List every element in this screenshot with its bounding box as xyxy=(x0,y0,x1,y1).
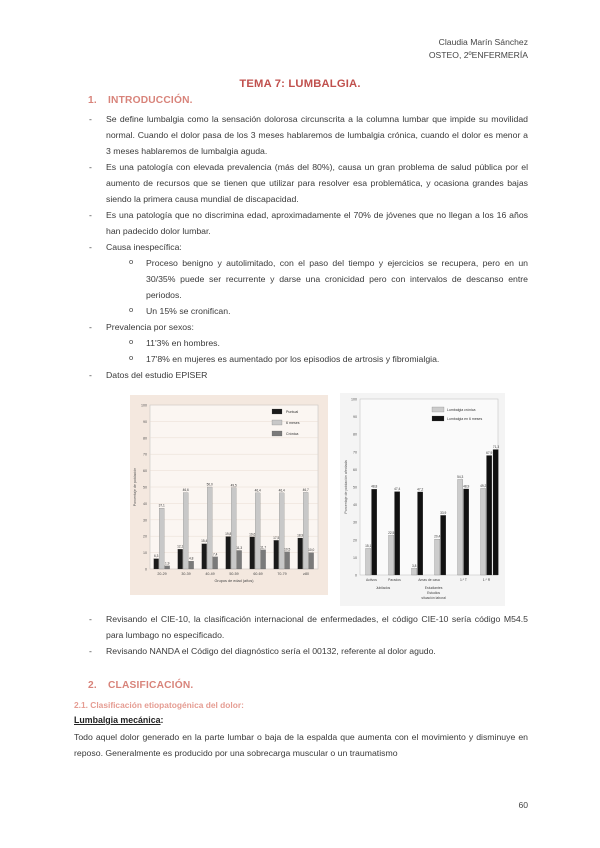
y-tick-label: 100 xyxy=(141,403,147,408)
coding-bullets xyxy=(84,611,528,659)
x-axis-label-2: situación laboral xyxy=(421,596,446,600)
data-label: 17,5 xyxy=(273,535,280,540)
data-label: 18,9 xyxy=(297,533,304,538)
data-label: 11,3 xyxy=(236,545,243,550)
data-label: 22,5 xyxy=(388,530,395,535)
legend-label: Puntual xyxy=(286,410,299,414)
subsubsection-title: Lumbalgia mecánica xyxy=(74,715,161,725)
y-tick-label: 20 xyxy=(353,538,357,543)
y-tick-label: 40 xyxy=(353,503,357,508)
bar xyxy=(159,508,164,569)
x-tick-label: 40-49 xyxy=(205,572,215,576)
y-tick-label: 30 xyxy=(143,518,147,523)
bar xyxy=(481,488,486,575)
bar xyxy=(412,568,417,575)
data-label: 4,8 xyxy=(188,556,194,561)
sub-list-item: o Un 15% se cronifican. xyxy=(84,303,528,319)
x-tick-label: ≥80 xyxy=(303,572,309,576)
x-tick-label: 1.º T xyxy=(459,578,468,582)
data-label: 3,8 xyxy=(411,563,417,568)
legend-swatch xyxy=(432,407,444,412)
x-tick-label: 60-69 xyxy=(253,572,263,576)
plot-area xyxy=(360,399,498,575)
bar xyxy=(458,479,463,575)
subsubsection-heading xyxy=(74,715,163,725)
data-label: 10,5 xyxy=(284,547,291,552)
bar xyxy=(309,553,314,569)
bar xyxy=(237,550,242,569)
bar xyxy=(183,493,188,569)
bar xyxy=(178,549,183,569)
data-label: 50,0 xyxy=(206,482,213,487)
y-tick-label: 10 xyxy=(353,555,357,560)
bar xyxy=(213,557,218,569)
chart-svg-labor xyxy=(340,393,505,606)
bar xyxy=(298,538,303,569)
section-heading-clasificacion xyxy=(88,680,193,691)
y-tick-label: 60 xyxy=(143,469,147,474)
data-label: 7,4 xyxy=(212,552,218,557)
section-title: CLASIFICACIÓN. xyxy=(108,680,194,691)
x-tick-label: Parados xyxy=(388,578,401,582)
y-tick-label: 90 xyxy=(353,415,357,420)
data-label: 37,1 xyxy=(158,503,165,508)
bar xyxy=(202,544,207,569)
course-name: OSTEO, 2ºENFERMERÍA xyxy=(428,50,528,60)
bar xyxy=(189,561,194,569)
legend-swatch xyxy=(432,416,444,421)
bar xyxy=(261,550,266,569)
y-tick-label: 90 xyxy=(143,419,147,424)
y-axis-label: Porcentaje de población xyxy=(133,467,137,507)
y-tick-label: 0 xyxy=(355,573,357,578)
x-axis-label: Grupos de edad (años) xyxy=(214,579,254,583)
bar xyxy=(255,493,260,569)
data-label: 10,0 xyxy=(308,548,315,553)
bar xyxy=(435,539,440,575)
bar xyxy=(274,540,279,569)
data-label: 19,8 xyxy=(225,532,232,537)
list-item: - Se define lumbalgia como la sensación dolorosa circunscrita a la columna lumbar que impide su movilidad normal. Cuando el dolor pasa de los 3 meses hablaremos de lumbalgia crónica, cuando el dolor es menor a 3 meses hablaremos de lumbalgia aguda. xyxy=(84,111,528,159)
data-label: 19,6 xyxy=(249,532,256,537)
legend-swatch xyxy=(272,409,282,414)
x-tick-label: 70-79 xyxy=(277,572,287,576)
section-number: 1. xyxy=(88,95,97,106)
data-label: 15,4 xyxy=(201,539,208,544)
x-tick-label: Activos xyxy=(366,578,377,582)
x-tick-label: 50-59 xyxy=(229,572,239,576)
body-paragraph: Todo aquel dolor generado en la parte lumbar o baja de la espalda que aumenta con el movimiento y disminuye en reposo. Generalmente es producido por una sobrecarga muscular o un traumatismo xyxy=(74,732,528,758)
bar xyxy=(441,515,446,575)
bar xyxy=(231,488,236,569)
x-tick-label: 1.º R xyxy=(482,578,491,582)
y-tick-label: 60 xyxy=(353,467,357,472)
author-name: Claudia Marín Sánchez xyxy=(438,37,528,47)
list-item: - Prevalencia por sexos: xyxy=(84,319,528,335)
list-item: - Revisando el CIE-10, la clasificación internacional de enfermedades, el código CIE-10 sería código M54.5 para lumbago no especificado. xyxy=(84,611,528,643)
legend-label: 6 meses xyxy=(286,421,300,425)
data-label: 71,3 xyxy=(492,445,500,450)
legend-label: Lumbalgia en 6 meses xyxy=(447,417,483,421)
y-axis-label: Porcentaje de población afectada xyxy=(344,460,348,514)
page-number: 60 xyxy=(518,800,528,810)
data-label: 46,4 xyxy=(254,488,261,493)
bar xyxy=(389,535,394,575)
y-tick-label: 0 xyxy=(145,567,147,572)
bar xyxy=(418,492,423,575)
episer-chart-age xyxy=(130,395,328,600)
bar xyxy=(154,559,159,569)
legend-swatch xyxy=(272,431,282,436)
data-label: 46,7 xyxy=(302,487,309,492)
bar xyxy=(207,487,212,569)
bar xyxy=(493,450,498,575)
y-tick-label: 50 xyxy=(143,485,147,490)
subsection-heading: 2.1. Clasificación etiopatogénica del dolor: xyxy=(74,700,244,710)
sub-list-item: o 17'8% en mujeres es aumentado por los episodios de artrosis y fibromialgia. xyxy=(84,351,528,367)
bar xyxy=(279,493,284,569)
bar xyxy=(395,492,400,575)
list-item: - Revisando NANDA el Código del diagnóstico sería el 00132, referente al dolor agudo. xyxy=(84,643,528,659)
data-label: 11,7 xyxy=(260,545,267,550)
list-item: - Es una patología que no discrimina edad, aproximadamente el 70% de jóvenes que no llegan a los 16 años han padecido dolor lumbar. xyxy=(84,207,528,239)
legend-label: Crónica xyxy=(286,432,299,436)
group-label: Jubilados xyxy=(375,586,391,590)
data-label: 1,9 xyxy=(164,561,170,566)
data-label: 47,2 xyxy=(417,487,424,492)
x-tick-label: Amas de casa xyxy=(418,578,440,582)
bar xyxy=(464,489,469,575)
y-tick-label: 70 xyxy=(143,452,147,457)
data-label: 49,5 xyxy=(230,483,237,488)
y-tick-label: 80 xyxy=(143,436,147,441)
y-tick-label: 80 xyxy=(353,432,357,437)
y-tick-label: 40 xyxy=(143,501,147,506)
episer-chart-labor xyxy=(340,393,505,611)
data-label: 49,2 xyxy=(480,483,487,488)
section-number: 2. xyxy=(88,680,97,691)
y-tick-label: 20 xyxy=(143,534,147,539)
group-label: Estudiantes xyxy=(424,586,443,590)
data-label: 12,1 xyxy=(177,544,184,549)
chart-svg-age xyxy=(130,395,328,595)
legend-label: Lumbalgia crónica xyxy=(447,408,476,412)
data-label: 46,6 xyxy=(182,488,189,493)
data-label: 48,9 xyxy=(463,484,470,489)
page-header xyxy=(429,36,528,62)
data-label: 15,1 xyxy=(365,543,372,548)
y-tick-label: 100 xyxy=(351,397,357,402)
x-tick-label: 20-29 xyxy=(157,572,167,576)
y-tick-label: 30 xyxy=(353,520,357,525)
data-label: 20,4 xyxy=(434,534,441,539)
sub-list-item: o 11'3% en hombres. xyxy=(84,335,528,351)
list-item: - Datos del estudio EPISER xyxy=(84,367,528,383)
x-tick-label: 30-39 xyxy=(181,572,191,576)
page-title: TEMA 7: LUMBALGIA. xyxy=(239,78,361,90)
list-item: - Es una patología con elevada prevalencia (más del 80%), causa un gran problema de salud pública por el aumento de recursos que se tienen que utilizar para resolver esa problemática, y ocasiona grandes bajas siendo la primera causa mundial de discapacidad. xyxy=(84,159,528,207)
legend-swatch xyxy=(272,420,282,425)
bar xyxy=(250,537,255,569)
bar xyxy=(372,489,377,575)
sub-list-item: o Proceso benigno y autolimitado, con el paso del tiempo y ejercicios se recupera, pero en un 30/35% puede ser recurrente y darse una cronicidad pero con intervalos de descanso entre periodos. xyxy=(84,255,528,303)
y-tick-label: 50 xyxy=(353,485,357,490)
intro-bullets xyxy=(84,111,528,383)
data-label: 46,4 xyxy=(278,488,285,493)
section-heading-introduccion xyxy=(88,95,193,106)
x-axis-label: Estudios xyxy=(427,591,441,595)
bar xyxy=(366,548,371,575)
data-label: 54,3 xyxy=(457,474,464,479)
data-label: 47,4 xyxy=(394,487,401,492)
data-label: 33,9 xyxy=(440,510,447,515)
bar xyxy=(285,552,290,569)
heading-colon: : xyxy=(160,715,164,725)
y-tick-label: 70 xyxy=(353,450,357,455)
y-tick-label: 10 xyxy=(143,551,147,556)
list-item: - Causa inespecífica: xyxy=(84,239,528,255)
data-label: 67,9 xyxy=(486,450,493,455)
bar xyxy=(303,492,308,569)
data-label: 6,3 xyxy=(153,554,159,559)
data-label: 48,8 xyxy=(371,484,378,489)
bar xyxy=(226,537,231,569)
bar xyxy=(165,566,170,569)
bar xyxy=(487,455,492,575)
section-title: INTRODUCCIÓN. xyxy=(108,95,193,106)
